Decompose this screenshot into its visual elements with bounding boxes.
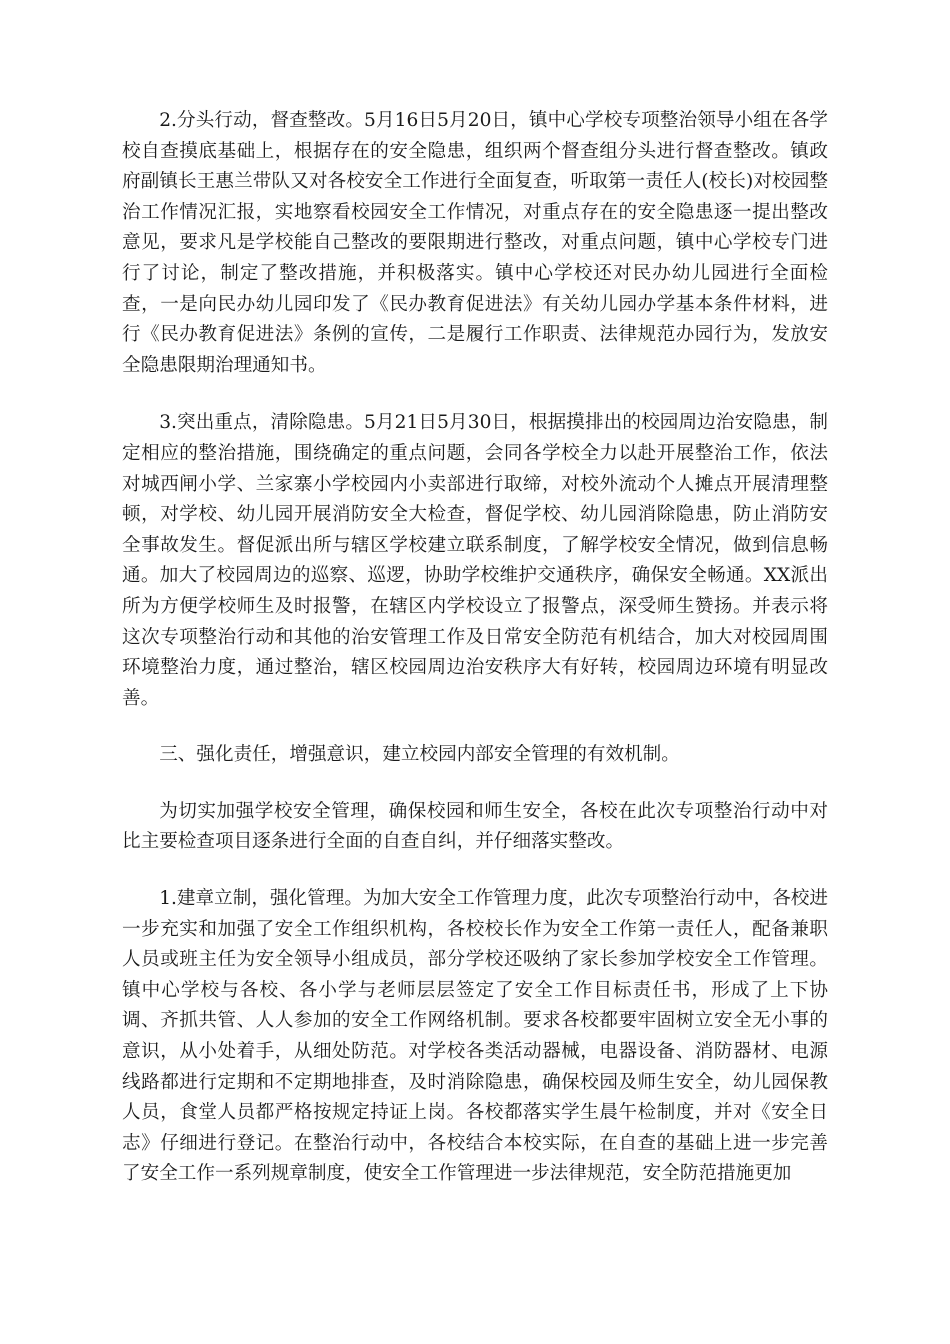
document-body [122, 106, 828, 1216]
paragraph-highlight-key-points: 3.突出重点，清除隐患。5月21日5月30日，根据摸排出的校园周边治安隐患，制定相应的整治措施，围绕确定的重点问题，会同各学校全力以赴开展整治工作，依法对城西闸小学、兰家寨小学校园内小卖部进行取缔，对校外流动个人摊点开展清理整顿，对学校、幼儿园开展消防安全大检查，督促学校、幼儿园消除隐患，防止消防安全事故发生。督促派出所与辖区学校建立联系制度，了解学校安全情况，做到信息畅通。加大了校园周边的巡察、巡逻，协助学校维护交通秩序，确保安全畅通。XX派出所为方便学校师生及时报警，在辖区内学校设立了报警点，深受师生赞扬。并表示将这次专项整治行动和其他的治安管理工作及日常安全防范有机结合，加大对校园周围环境整治力度，通过整治，辖区校园周边治安秩序大有好转，校园周边环境有明显改善。 [122, 412, 828, 709]
section-heading-strengthen-responsibility: 三、强化责任，增强意识，建立校园内部安全管理的有效机制。 [159, 744, 680, 766]
paragraph-self-inspection: 为切实加强学校安全管理，确保校园和师生安全，各校在此次专项整治行动中对比主要检查项目逐条进行全面的自查自纠，并仔细落实整改。 [122, 800, 828, 853]
paragraph-inspection-rectification: 2.分头行动，督查整改。5月16日5月20日，镇中心学校专项整治领导小组在各学校自查摸底基础上，根据存在的安全隐患，组织两个督查组分头进行督查整改。镇政府副镇长王惠兰带队又对各校安全工作进行全面复查，听取第一责任人(校长)对校园整治工作情况汇报，实地察看校园安全工作情况，对重点存在的安全隐患逐一提出整改意见，要求凡是学校能自己整改的要限期进行整改，对重点问题，镇中心学校专门进行了讨论，制定了整改措施，并积极落实。镇中心学校还对民办幼儿园进行全面检查，一是向民办幼儿园印发了《民办教育促进法》有关幼儿园办学基本条件材料，进行《民办教育促进法》条例的宣传，二是履行工作职责、法律规范办园行为，发放安全隐患限期治理通知书。 [122, 110, 828, 376]
paragraph-rules-management: 1.建章立制，强化管理。为加大安全工作管理力度，此次专项整治行动中，各校进一步充实和加强了安全工作组织机构，各校校长作为安全工作第一责任人，配备兼职人员或班主任为安全领导小组成员，部分学校还吸纳了家长参加学校安全工作管理。镇中心学校与各校、各小学与老师层层签定了安全工作目标责任书，形成了上下协调、齐抓共管、人人参加的安全工作网络机制。要求各校都要牢固树立安全无小事的意识，从小处着手，从细处防范。对学校各类活动器械，电器设备、消防器材、电源线路都进行定期和不定期地排查，及时消除隐患，确保校园及师生安全，幼儿园保教人员，食堂人员都严格按规定持证上岗。各校都落实学生晨午检制度，并对《安全日志》仔细进行登记。在整治行动中，各校结合本校实际，在自查的基础上进一步完善了安全工作一系列规章制度，使安全工作管理进一步法律规范，安全防范措施更加 [122, 888, 828, 1185]
